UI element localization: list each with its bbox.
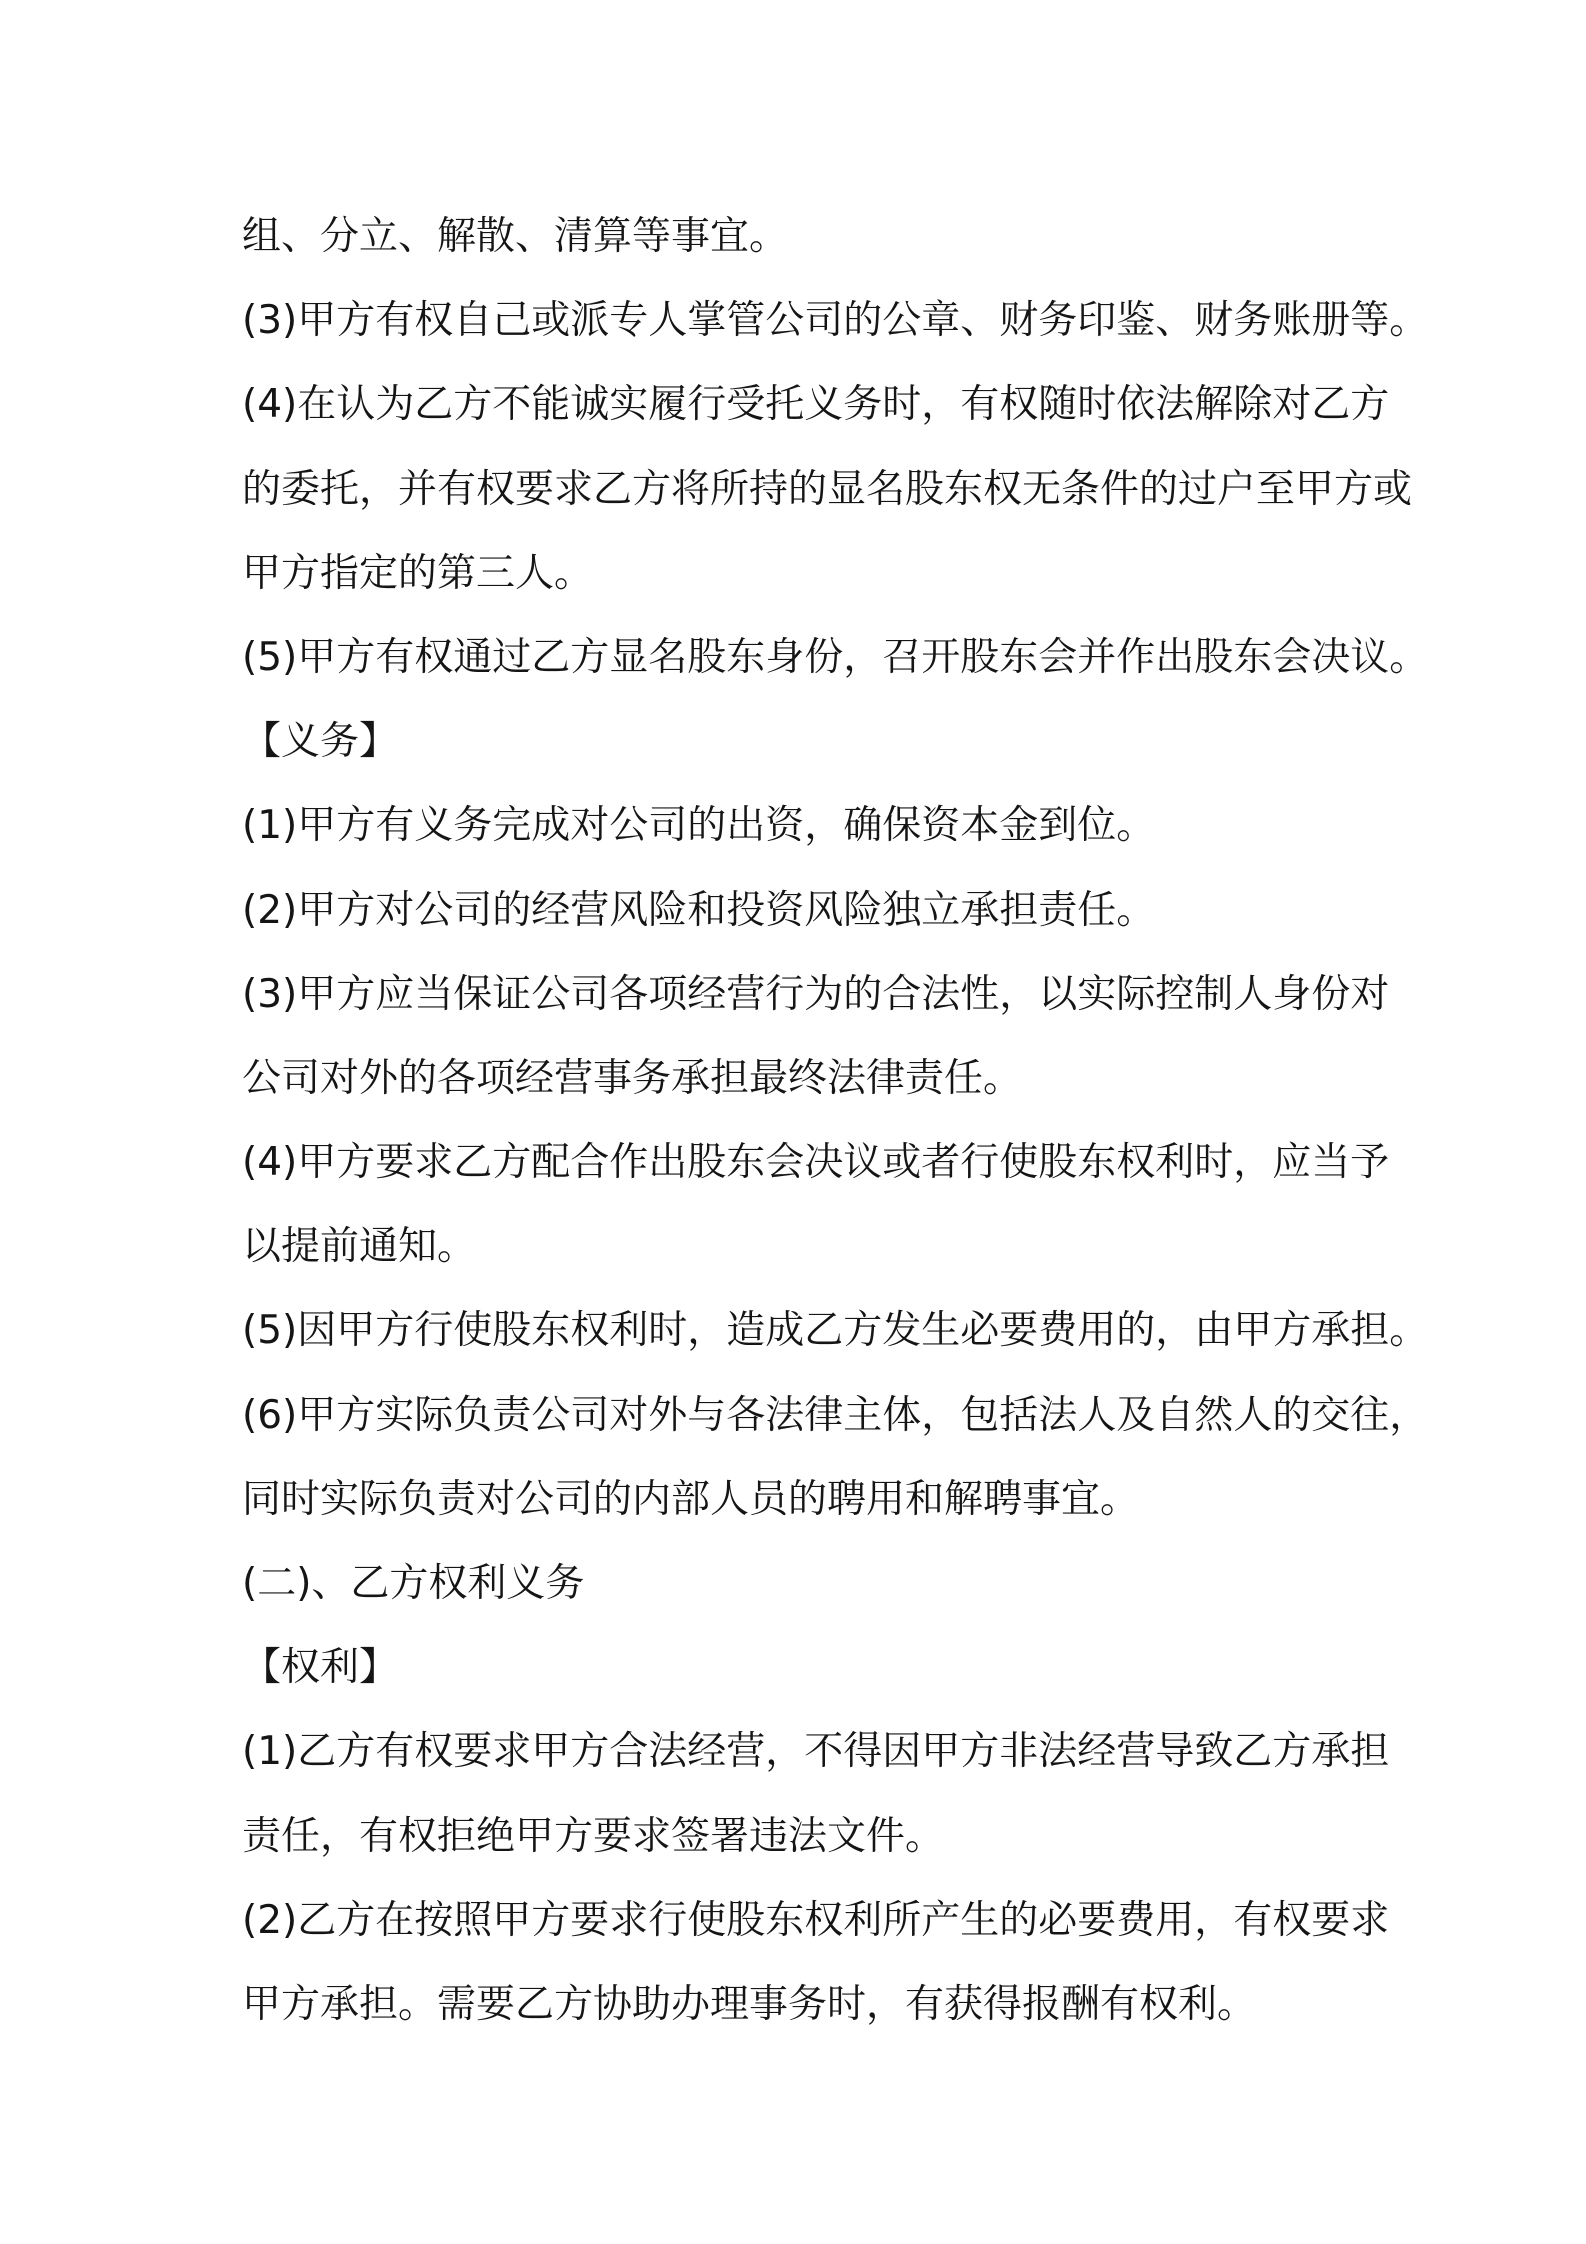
text-line: 公司对外的各项经营事务承担最终法律责任。: [242, 1055, 1023, 1101]
text-line: 以提前通知。: [242, 1224, 477, 1270]
text-line: (5)因甲方行使股东权利时，造成乙方发生必要费用的，由甲方承担。: [242, 1308, 1429, 1354]
text-line: (3)甲方应当保证公司各项经营行为的合法性，以实际控制人身份对: [242, 971, 1390, 1017]
text-line: (1)乙方有权要求甲方合法经营，不得因甲方非法经营导致乙方承担: [242, 1729, 1390, 1775]
text-line: 甲方指定的第三人。: [242, 550, 594, 596]
text-line: (2)甲方对公司的经营风险和投资风险独立承担责任。: [242, 887, 1156, 933]
text-line: (5)甲方有权通过乙方显名股东身份，召开股东会并作出股东会决议。: [242, 634, 1429, 680]
text-line: 甲方承担。需要乙方协助办理事务时，有获得报酬有权利。: [242, 1981, 1257, 2027]
text-line: (2)乙方在按照甲方要求行使股东权利所产生的必要费用，有权要求: [242, 1897, 1390, 1943]
text-line: 同时实际负责对公司的内部人员的聘用和解聘事宜。: [242, 1476, 1140, 1522]
text-line: 的委托，并有权要求乙方将所持的显名股东权无条件的过户至甲方或: [242, 466, 1413, 512]
text-line: 组、分立、解散、清算等事宜。: [242, 214, 789, 259]
text-line: (3)甲方有权自己或派专人掌管公司的公章、财务印鉴、财务账册等。: [242, 298, 1429, 344]
document-body: [242, 195, 1429, 2047]
section-heading: 【权利】: [242, 1645, 399, 1691]
text-line: (1)甲方有义务完成对公司的出资，确保资本金到位。: [242, 803, 1156, 849]
text-line: (6)甲方实际负责公司对外与各法律主体，包括法人及自然人的交往，: [242, 1392, 1429, 1438]
section-title: (二)、乙方权利义务: [242, 1561, 585, 1606]
text-line: 责任，有权拒绝甲方要求签署违法文件。: [242, 1813, 945, 1859]
text-line: (4)在认为乙方不能诚实履行受托义务时，有权随时依法解除对乙方: [242, 382, 1390, 428]
text-line: (4)甲方要求乙方配合作出股东会决议或者行使股东权利时，应当予: [242, 1140, 1390, 1186]
section-heading: 【义务】: [242, 719, 399, 765]
